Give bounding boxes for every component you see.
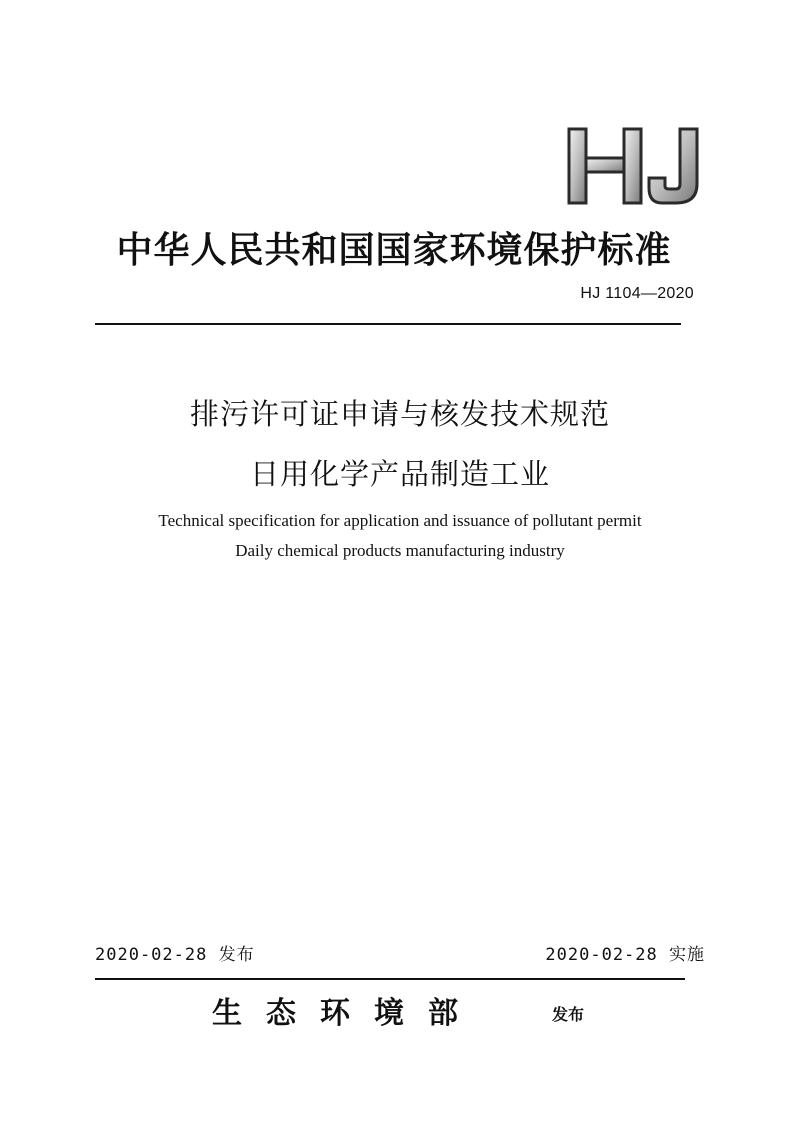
issued-label: 发布 — [552, 1005, 585, 1024]
hj-logo — [566, 126, 702, 206]
standard-type-heading: 中华人民共和国国家环境保护标准 — [116, 230, 672, 271]
title-cn-line2: 日用化学产品制造工业 — [249, 457, 550, 491]
implementation-date: 2020-02-28 实施 — [545, 945, 705, 965]
standard-code: HJ 1104—2020 — [580, 285, 694, 302]
title-cn-line1: 排污许可证申请与核发技术规范 — [189, 397, 610, 431]
logo-letter-h — [569, 129, 641, 203]
title-en-line2: Daily chemical products manufacturing industry — [235, 541, 565, 560]
title-en-line1: Technical specification for application and issuance of pollutant permit — [158, 511, 642, 530]
issue-date: 2020-02-28 发布 — [95, 945, 255, 965]
issuing-authority: 生态环境部 — [212, 996, 482, 1031]
logo-letter-j — [649, 129, 697, 203]
footer-divider — [95, 978, 685, 980]
header-divider — [95, 323, 681, 325]
